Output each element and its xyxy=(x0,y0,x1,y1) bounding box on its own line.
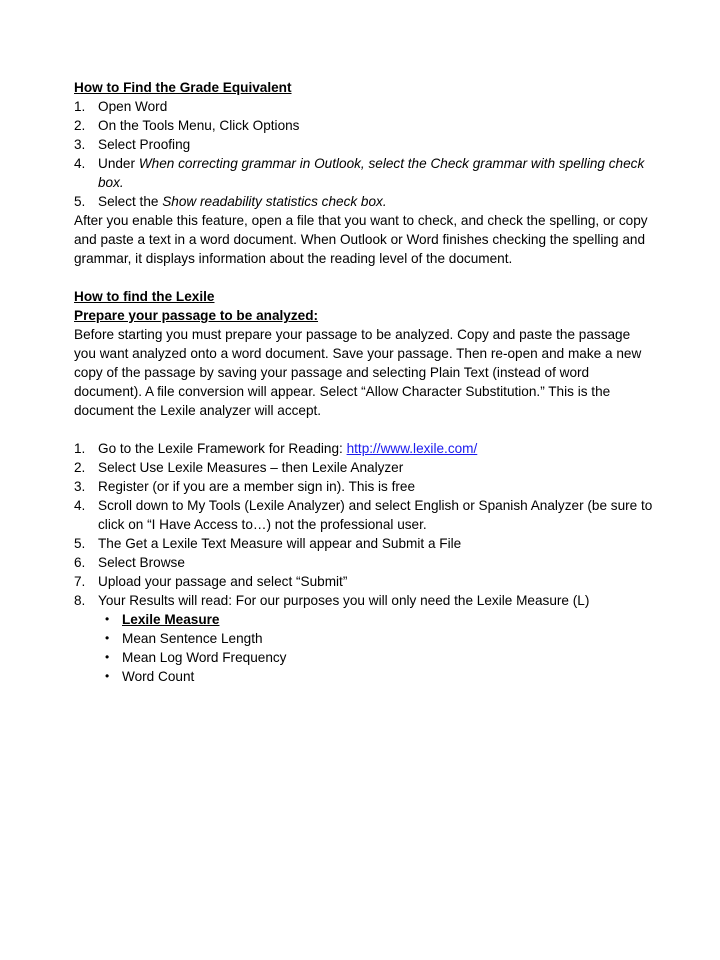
step-text: Select the xyxy=(98,194,163,209)
list-number: 4. xyxy=(74,156,86,171)
grade-heading: How to Find the Grade Equivalent xyxy=(74,80,292,95)
list-number: 4. xyxy=(74,498,86,513)
list-item xyxy=(74,648,654,667)
list-item xyxy=(74,572,654,591)
step-text: Upload your passage and select “Submit” xyxy=(98,574,348,589)
list-item xyxy=(74,154,654,192)
list-item xyxy=(74,116,654,135)
result-label: Word Count xyxy=(122,669,195,684)
list-number: 1. xyxy=(74,441,86,456)
list-number: 1. xyxy=(74,99,86,114)
step-text: Your Results will read: For our purposes you will only need the Lexile Measure (L) xyxy=(98,593,590,608)
bullet-icon: • xyxy=(105,612,110,626)
step-italic-text: When correcting grammar in Outlook, select the Check grammar with spelling check box. xyxy=(98,156,645,190)
step-text: Select Browse xyxy=(98,555,185,570)
results-bullet-list xyxy=(74,610,654,686)
list-item xyxy=(74,591,654,610)
step-text: Open Word xyxy=(98,99,168,114)
list-number: 5. xyxy=(74,194,86,209)
lexile-paragraph: Before starting you must prepare your passage to be analyzed. Copy and paste the passage you want analyzed onto a word document. Save your passage. Then re-open and make a new copy of the passage by saving your passage and selecting Plain Text (instead of word document). A file conversion will appear. Select “Allow Character Substitution.” This is the document the Lexile analyzer will accept. xyxy=(74,327,642,418)
list-item xyxy=(74,496,654,534)
lexile-link[interactable]: http://www.lexile.com/ xyxy=(346,441,478,456)
list-number: 2. xyxy=(74,460,86,475)
list-item xyxy=(74,534,654,553)
list-item xyxy=(74,458,654,477)
document-page xyxy=(74,78,654,686)
lexile-steps-list xyxy=(74,439,654,610)
list-number: 7. xyxy=(74,574,86,589)
bullet-icon: • xyxy=(105,650,110,664)
list-item xyxy=(74,439,654,458)
list-number: 2. xyxy=(74,118,86,133)
lexile-subheading: Prepare your passage to be analyzed: xyxy=(74,308,319,323)
step-text: The Get a Lexile Text Measure will appear and Submit a File xyxy=(98,536,462,551)
result-label: Mean Sentence Length xyxy=(122,631,263,646)
list-item xyxy=(74,553,654,572)
list-number: 3. xyxy=(74,137,86,152)
lexile-heading: How to find the Lexile xyxy=(74,289,215,304)
grade-steps-list xyxy=(74,97,654,211)
step-italic-text: Show readability statistics check box. xyxy=(162,194,387,209)
step-text: Register (or if you are a member sign in). This is free xyxy=(98,479,416,494)
list-number: 8. xyxy=(74,593,86,608)
list-item xyxy=(74,477,654,496)
list-number: 5. xyxy=(74,536,86,551)
list-item xyxy=(74,192,654,211)
list-number: 6. xyxy=(74,555,86,570)
list-item xyxy=(74,610,654,629)
list-item xyxy=(74,629,654,648)
list-item xyxy=(74,97,654,116)
bullet-icon: • xyxy=(105,631,110,645)
list-number: 3. xyxy=(74,479,86,494)
result-label: Lexile Measure xyxy=(122,612,220,627)
result-label: Mean Log Word Frequency xyxy=(122,650,287,665)
step-text: Under xyxy=(98,156,139,171)
step-text: Select Proofing xyxy=(98,137,191,152)
list-item xyxy=(74,667,654,686)
list-item xyxy=(74,135,654,154)
bullet-icon: • xyxy=(105,669,110,683)
step-text: Scroll down to My Tools (Lexile Analyzer) and select English or Spanish Analyzer (be sure to click on “I Have Access to…) not the professional user. xyxy=(98,498,653,532)
grade-paragraph: After you enable this feature, open a file that you want to check, and check the spelling, or copy and paste a text in a word document. When Outlook or Word finishes checking the spelling and grammar, it displays information about the reading level of the document. xyxy=(74,213,648,266)
step-text: On the Tools Menu, Click Options xyxy=(98,118,300,133)
step-text: Select Use Lexile Measures – then Lexile Analyzer xyxy=(98,460,404,475)
step-text: Go to the Lexile Framework for Reading: xyxy=(98,441,347,456)
